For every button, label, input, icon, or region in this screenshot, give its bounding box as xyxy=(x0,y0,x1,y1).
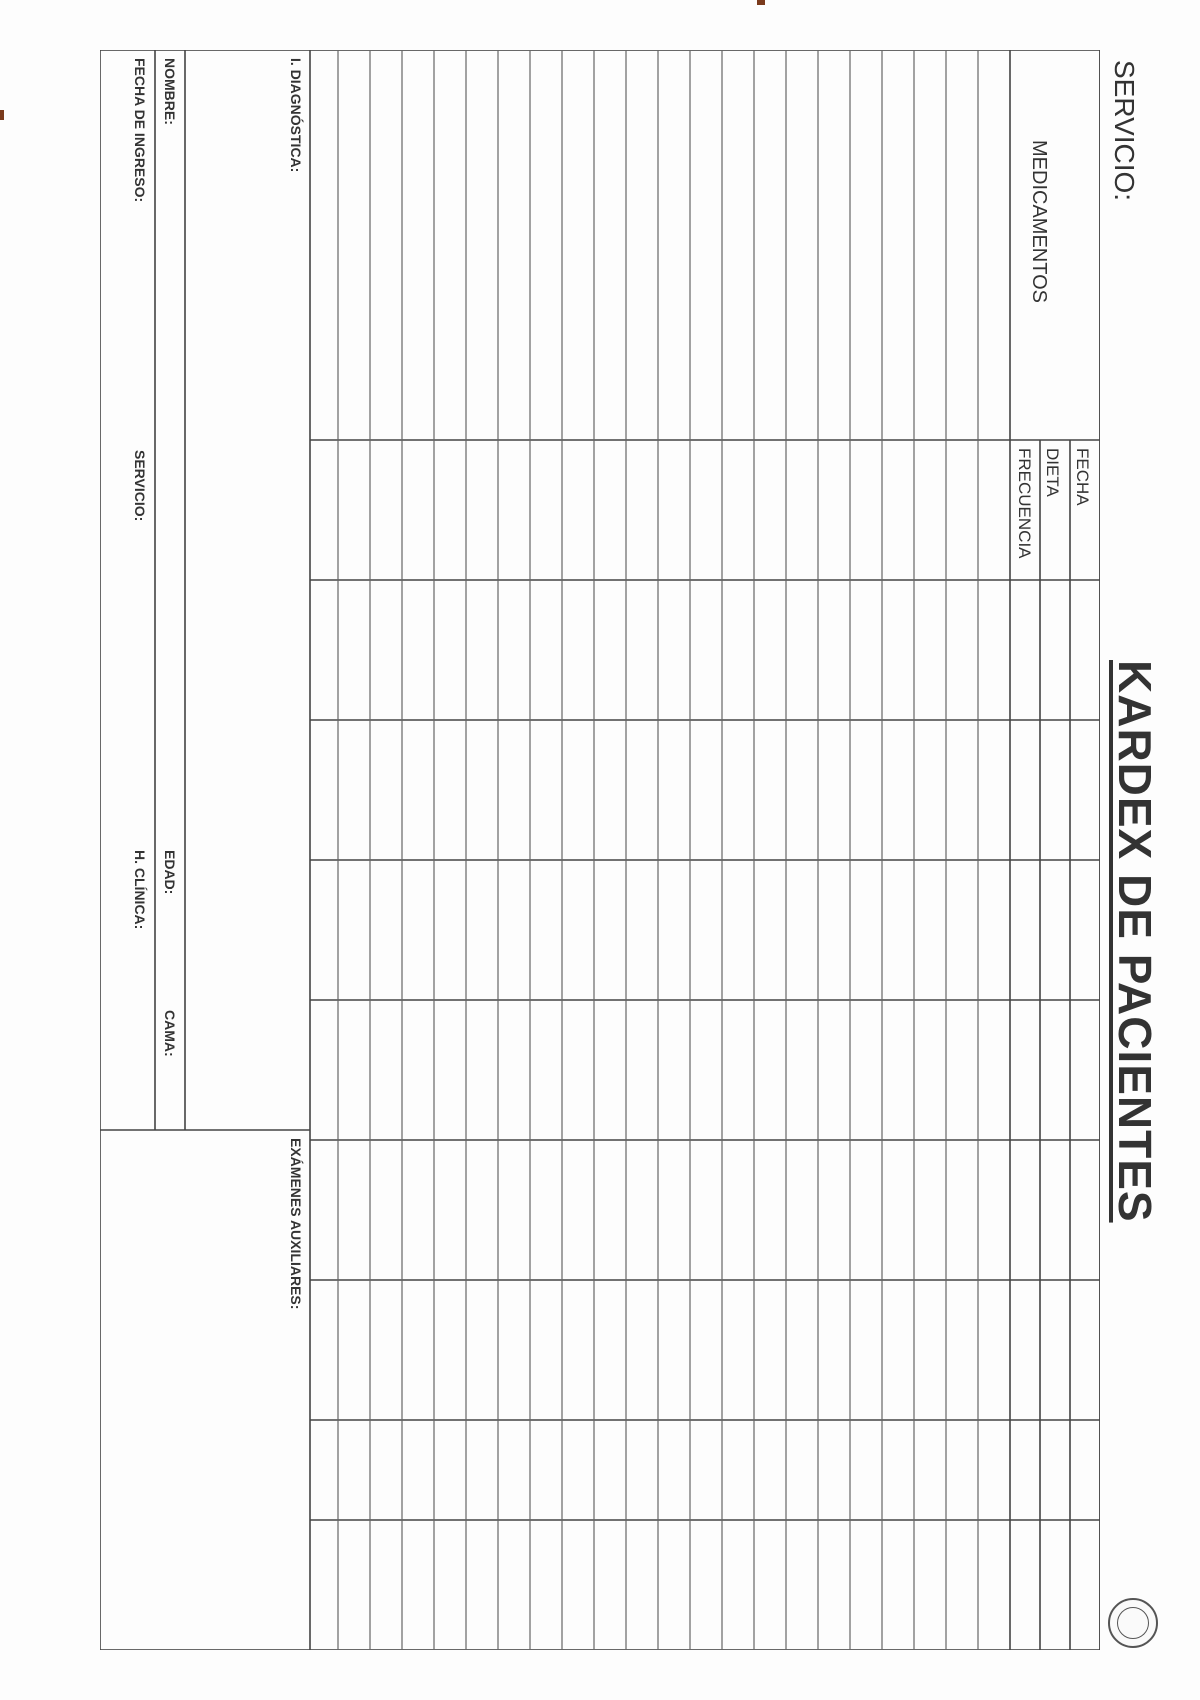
medicamentos-header: MEDICAMENTOS xyxy=(1028,140,1050,303)
fecha-ingreso-label: FECHA DE INGRESO: xyxy=(132,58,148,203)
kardex-grid xyxy=(100,50,1100,1650)
kardex-form xyxy=(100,50,1161,1650)
fecha-label: FECHA xyxy=(1073,448,1092,506)
servicio-header-label: SERVICIO: xyxy=(1109,60,1140,202)
dieta-label: DIETA xyxy=(1043,448,1062,497)
frecuencia-label: FRECUENCIA xyxy=(1015,448,1034,559)
historia-clinica-label: H. CLÍNICA: xyxy=(132,850,148,930)
scan-mark xyxy=(0,110,4,120)
edad-label: EDAD: xyxy=(162,850,178,895)
diagnostico-label: I. DIAGNÓSTICA: xyxy=(288,58,304,173)
institution-seal-icon xyxy=(1108,1598,1158,1648)
scan-mark xyxy=(757,0,765,5)
page-title: KARDEX DE PACIENTES xyxy=(1109,660,1161,1223)
cama-label: CAMA: xyxy=(162,1010,178,1057)
servicio-label: SERVICIO: xyxy=(132,450,148,522)
nombre-label: NOMBRE: xyxy=(162,58,178,125)
examenes-auxiliares-label: EXÁMENES AUXILIARES: xyxy=(288,1138,304,1310)
